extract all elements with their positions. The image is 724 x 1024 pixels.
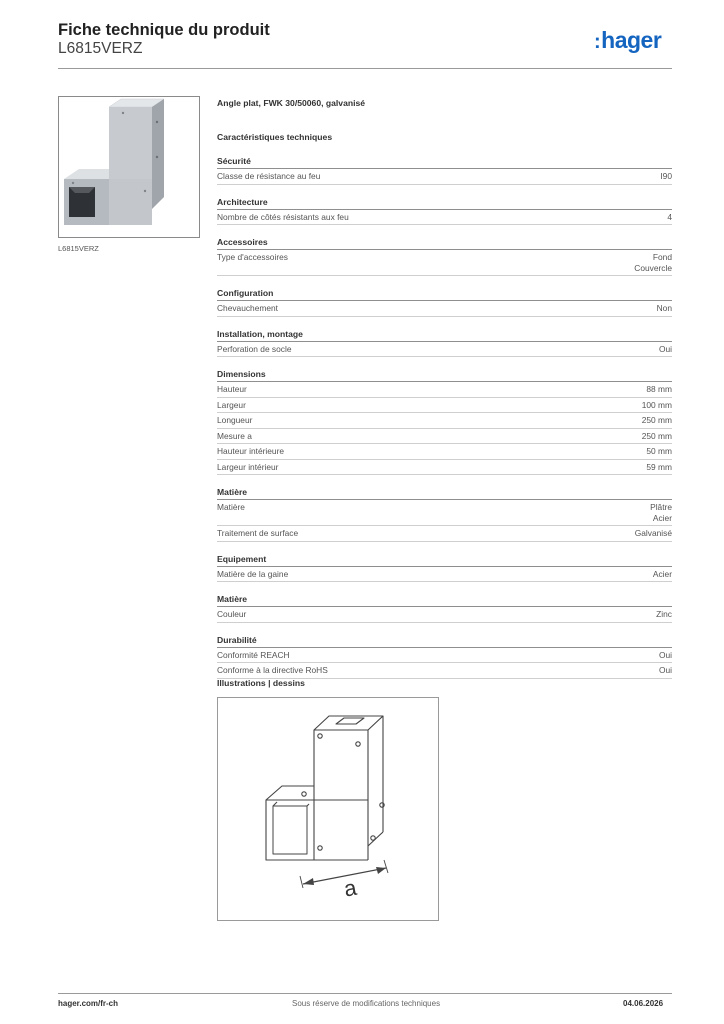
spec-group-title: Equipement xyxy=(217,553,267,564)
spec-value: Non xyxy=(656,303,672,313)
footer-notice: Sous réserve de modifications techniques xyxy=(292,999,441,1008)
spec-values xyxy=(650,502,672,523)
spec-group-title: Accessoires xyxy=(217,237,268,247)
spec-label: Matière xyxy=(217,502,245,512)
spec-values xyxy=(646,462,672,473)
illustrations-title: Illustrations | dessins xyxy=(217,678,305,688)
spec-group xyxy=(217,593,672,623)
spec-values xyxy=(642,415,672,426)
elbow-drawing xyxy=(218,698,438,920)
footer-divider xyxy=(58,993,672,994)
dimension-label-a: a xyxy=(341,874,359,902)
spec-row xyxy=(217,210,672,226)
spec-values xyxy=(667,212,672,223)
spec-values xyxy=(642,431,672,442)
tech-section-title: Caractéristiques techniques xyxy=(217,132,333,142)
spec-group xyxy=(217,486,672,542)
spec-label: Longueur xyxy=(217,415,253,425)
spec-value: I90 xyxy=(660,171,672,181)
spec-value: Oui xyxy=(658,649,672,660)
spec-values xyxy=(642,400,672,411)
spec-value: 50 mm xyxy=(646,446,672,456)
spec-values xyxy=(653,569,672,580)
logo-dots: : xyxy=(594,31,601,53)
spec-values xyxy=(659,665,672,676)
spec-label: Mesure a xyxy=(217,430,252,441)
spec-row xyxy=(217,567,672,583)
spec-values xyxy=(646,446,672,457)
spec-row xyxy=(217,382,672,398)
spec-group xyxy=(217,287,672,317)
spec-group-title: Installation, montage xyxy=(217,328,303,339)
spec-group xyxy=(217,236,672,276)
spec-label: Hauteur intérieure xyxy=(217,446,285,456)
spec-label: Largeur intérieur xyxy=(217,461,279,472)
spec-label: Matière de la gaine xyxy=(217,568,289,579)
header-title: Fiche technique du produit xyxy=(58,21,270,39)
header-reference: L6815VERZ xyxy=(58,40,143,57)
spec-label: Classe de résistance au feu xyxy=(217,171,321,181)
spec-values xyxy=(659,344,672,355)
logo-text: hager xyxy=(601,27,662,53)
spec-group-title: Sécurité xyxy=(217,156,251,166)
spec-value: 250 mm xyxy=(641,415,672,425)
spec-label: Perforation de socle xyxy=(217,343,292,354)
spec-group-title: Matière xyxy=(217,594,248,604)
spec-values xyxy=(634,252,672,273)
spec-value: Couvercle xyxy=(634,262,672,273)
spec-value: 250 mm xyxy=(641,430,672,441)
spec-content xyxy=(217,96,672,679)
product-photo-image xyxy=(59,97,199,237)
spec-row xyxy=(217,398,672,414)
spec-value: Galvanisé xyxy=(634,528,672,538)
spec-group-title: Dimensions xyxy=(217,369,266,379)
spec-row xyxy=(217,301,672,317)
spec-group xyxy=(217,634,672,679)
spec-group-title: Durabilité xyxy=(217,634,257,645)
product-title: Angle plat, FWK 30/50060, galvanisé xyxy=(217,98,366,108)
spec-group-title: Architecture xyxy=(217,196,268,207)
spec-group xyxy=(217,155,672,185)
product-photo xyxy=(58,96,200,238)
spec-values xyxy=(660,171,672,182)
spec-label: Hauteur xyxy=(217,384,247,394)
spec-values xyxy=(657,303,672,314)
technical-drawing xyxy=(217,697,439,921)
header-divider xyxy=(58,68,672,69)
spec-label: Conforme à la directive RoHS xyxy=(217,665,328,675)
spec-group xyxy=(217,553,672,583)
spec-row xyxy=(217,648,672,664)
spec-values xyxy=(659,650,672,661)
spec-row xyxy=(217,250,672,276)
spec-label: Traitement de surface xyxy=(217,528,299,538)
spec-value: 59 mm xyxy=(646,461,672,472)
spec-value: 100 mm xyxy=(641,399,672,410)
spec-row xyxy=(217,607,672,623)
spec-label: Nombre de côtés résistants aux feu xyxy=(217,211,349,222)
spec-row xyxy=(217,500,672,526)
spec-row xyxy=(217,444,672,460)
spec-value: Fond xyxy=(652,252,672,262)
spec-value: Zinc xyxy=(656,609,672,619)
spec-row xyxy=(217,460,672,476)
spec-group-title: Matière xyxy=(217,487,248,497)
spec-groups xyxy=(217,155,672,679)
spec-row xyxy=(217,342,672,358)
spec-row xyxy=(217,429,672,445)
spec-group-title: Configuration xyxy=(217,288,274,298)
spec-label: Largeur xyxy=(217,399,246,410)
spec-row xyxy=(217,526,672,542)
spec-label: Type d'accessoires xyxy=(217,252,288,262)
spec-value: Acier xyxy=(652,568,672,579)
photo-caption: L6815VERZ xyxy=(58,244,99,253)
spec-value: 88 mm xyxy=(646,384,672,394)
spec-row xyxy=(217,663,672,679)
spec-group xyxy=(217,368,672,475)
footer-website[interactable]: hager.com/fr-ch xyxy=(58,999,119,1008)
spec-value: 4 xyxy=(667,211,672,222)
spec-row xyxy=(217,169,672,185)
spec-value: Acier xyxy=(652,512,672,523)
spec-value: Oui xyxy=(658,665,672,675)
spec-group xyxy=(217,196,672,226)
footer-date: 04.06.2026 xyxy=(623,999,664,1008)
spec-values xyxy=(656,609,672,620)
spec-label: Couleur xyxy=(217,609,247,619)
spec-row xyxy=(217,413,672,429)
spec-values xyxy=(646,384,672,395)
spec-label: Conformité REACH xyxy=(217,649,290,660)
spec-label: Chevauchement xyxy=(217,303,278,313)
spec-values xyxy=(635,528,672,539)
spec-group xyxy=(217,328,672,358)
hager-logo xyxy=(594,27,661,54)
spec-value: Plâtre xyxy=(650,502,672,512)
spec-value: Oui xyxy=(658,343,672,354)
